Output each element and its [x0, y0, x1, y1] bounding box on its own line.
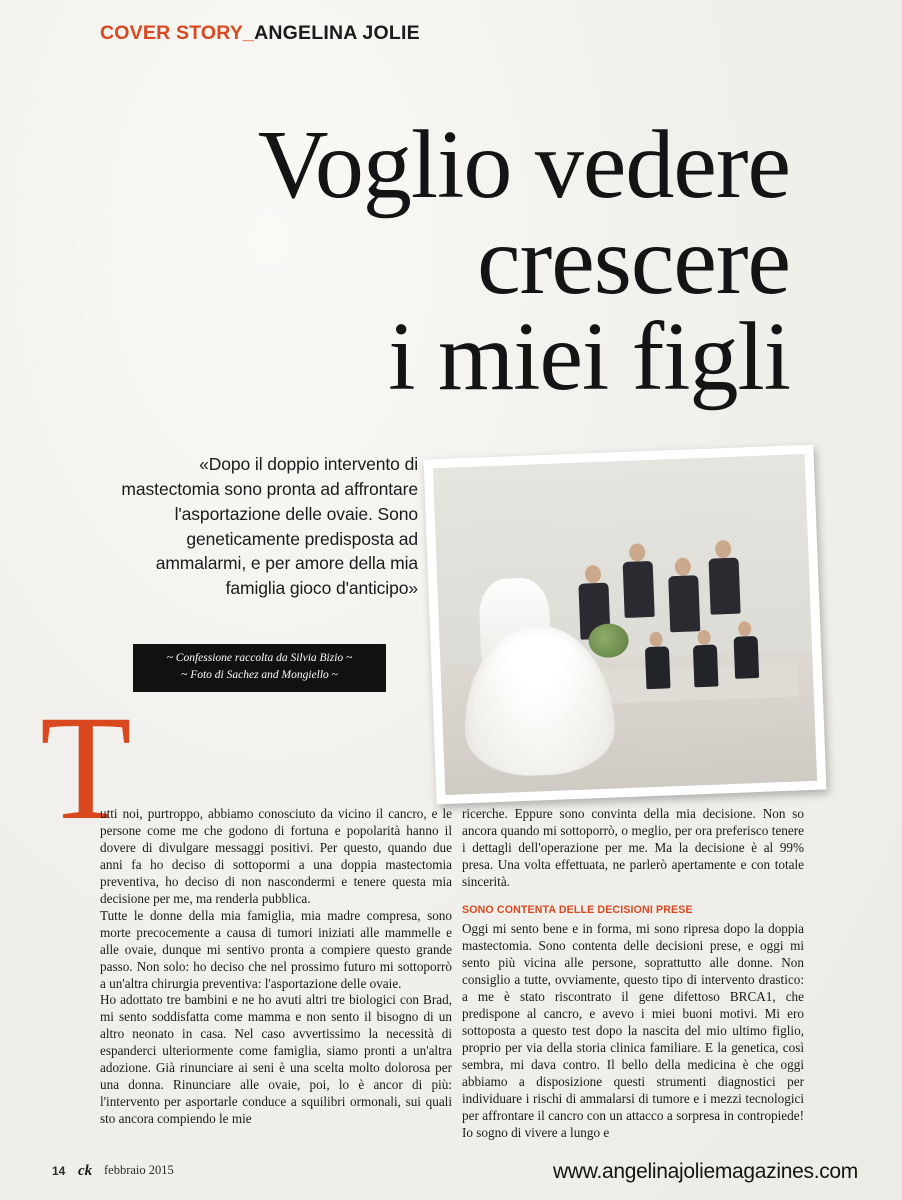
figure-body: [708, 558, 740, 615]
headline-line-1: Voglio vedere: [257, 111, 790, 219]
photo-figure-3: [667, 557, 700, 632]
kicker-subject-label: ANGELINA JOLIE: [254, 22, 420, 44]
figure-body: [668, 575, 700, 632]
footer-website-url: www.angelinajoliemagazines.com: [553, 1160, 858, 1183]
photo-frame: [424, 445, 827, 805]
photo-figure-2: [622, 543, 655, 618]
paragraph: Tutte le donne della mia famiglia, mia madre compresa, sono morte precocemente a causa di tumori iniziati alle mammelle e alle ovaie, dunque mi sentivo pronta a compiere questo grande passo. Non solo: ho deciso che nel prossimo futuro mi sottoporrò a un'altra chirurgia preventiva: l'asportazione delle ovaie.: [100, 907, 452, 991]
footer-issue-date: febbraio 2015: [104, 1163, 174, 1177]
paragraph: ricerche. Eppure sono convinta della mia decisione. Non so ancora quando mi sottoporrò, o meglio, per ora preferisco tenere i dettagli dell'operazione per me. Ma la decisione è al 99% presa. Una volta effettuata, ne parlerò apertamente e con totale sincerità.: [462, 806, 804, 889]
photo-bouquet: [588, 623, 629, 659]
figure-body: [644, 646, 670, 689]
figure-body: [733, 636, 759, 679]
paragraph: utti noi, purtroppo, abbiamo conosciuto da vicino il cancro, e le persone come me che godono di fortuna e popolarità hanno il dovere di divulgare messaggi positivi. Per questo, quando due anni fa ho deciso di sottopormi a una doppia mastectomia preventiva, ho deciso di non nascondermi e tenere questa mia decisione per me, ma renderla pubblica.: [100, 806, 452, 906]
photo-credits-bar: [133, 644, 386, 692]
body-column-right: [462, 806, 804, 1142]
body-column-left: [100, 806, 452, 1128]
headline-line-2: crescere: [477, 207, 790, 316]
photo-figure-5: [644, 631, 670, 689]
figure-head: [674, 558, 691, 577]
article-deck: «Dopo il doppio intervento di mastectomia sono pronta ad affrontare l'asportazione delle ovaie. Sono geneticamente predisposta ad ammalarmi, e per amore della mia famiglia gioco d'anticipo»: [121, 454, 418, 599]
footer-magazine-logo: ck: [78, 1163, 93, 1179]
photo-image: [433, 454, 817, 795]
kicker-cover-story-label: COVER STORY_: [100, 22, 255, 44]
drop-cap: T: [40, 685, 132, 851]
figure-body: [693, 644, 719, 687]
figure-head: [698, 630, 712, 645]
credits-line-2: ~ Foto di Sachez and Mongiello ~: [181, 668, 338, 681]
page-title: [90, 111, 790, 412]
headline-line-3: i miei figli: [388, 303, 790, 412]
family-photo: [424, 445, 827, 805]
paragraph: Oggi mi sento bene e in forma, mi sono ripresa dopo la doppia mastectomia. Sono contenta delle decisioni prese, e oggi mi sento più vicina alle persone, soprattutto alle donne. Non consiglio a tutte, ovviamente, questo tipo di intervento drastico: a me è stato riscontrato il gene difettoso BRCA1, che predispone al cancro, e avevo i miei buoni motivi. Mi ero sottoposta a questo test dopo la nascita del mio ultimo figlio, proprio per via della storia clinica familiare. E la genetica, così sembra, mi dava contro. Il bello della medicina è che oggi abbiamo a disposizione questi strumenti diagnostici per individuare i rischi di ammalarsi di tumore e i mezzi tecnologici per affrontare il cancro con un attacco a sorpresa in contropiede! Io sogno di vivere a lungo e: [462, 921, 804, 1140]
figure-head: [585, 564, 602, 583]
figure-head: [714, 540, 731, 559]
photo-figure-7: [733, 621, 759, 679]
figure-body: [623, 561, 655, 618]
cover-story-kicker: [100, 22, 420, 45]
paragraph: Ho adottato tre bambini e ne ho avuti altri tre biologici con Brad, mi sento soddisfatta come mamma e non sento il bisogno di un altro neonato in casa. Nel caso avvertissimo la necessità di espanderci ulteriormente come famiglia, siamo pronti a un'altra adozione. Già rinunciare ai seni è una scelta molto dolorosa per una donna. Rinunciare alle ovaie, poi, lo è ancor di più: l'intervento per asportarle conduce a squilibri ormonali, sui quali sto ancora compiendo le mie: [100, 992, 452, 1127]
figure-head: [738, 622, 752, 637]
footer-page-number: 14: [52, 1164, 66, 1178]
figure-head: [649, 631, 663, 646]
credits-line-1: ~ Confessione raccolta da Silvia Bizio ~: [166, 652, 353, 664]
photo-figure-4: [707, 540, 740, 615]
photo-figure-6: [692, 629, 718, 687]
section-subheading: SONO CONTENTA DELLE DECISIONI PRESE: [462, 903, 693, 916]
figure-head: [629, 543, 646, 562]
